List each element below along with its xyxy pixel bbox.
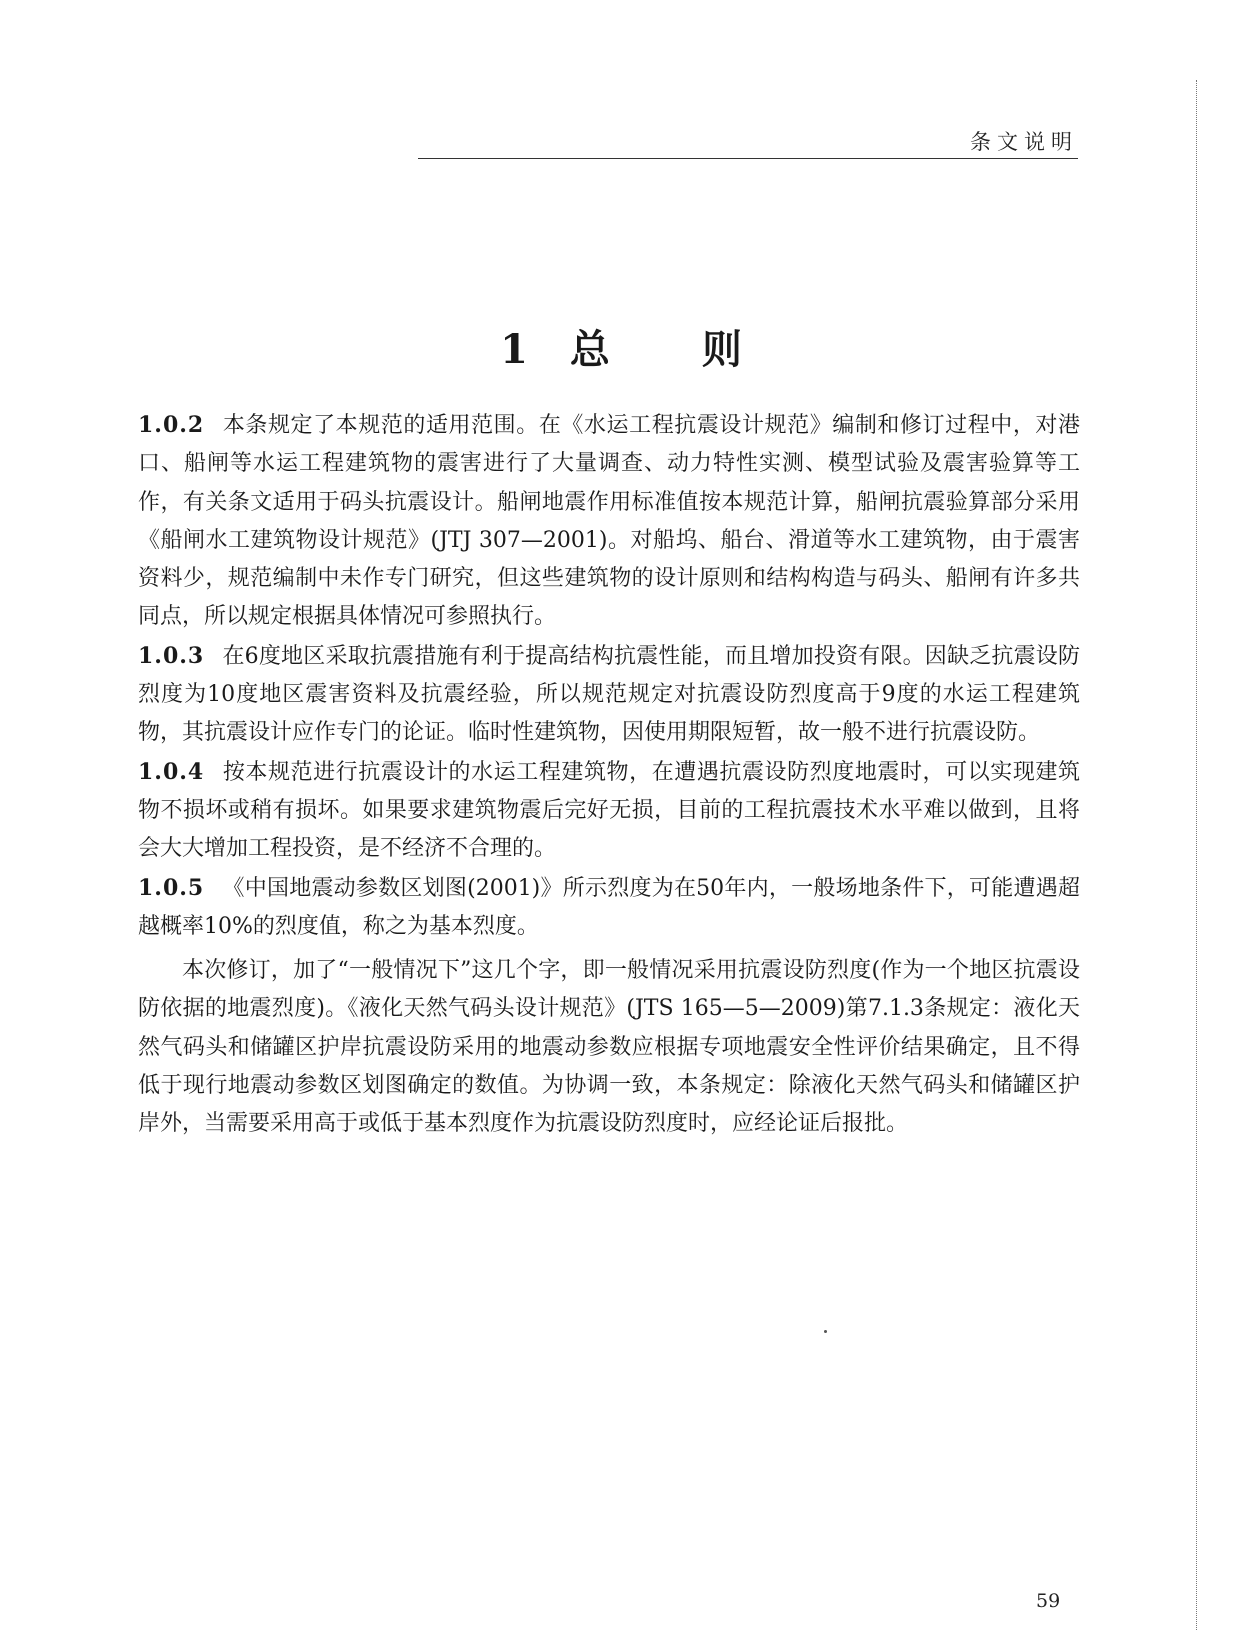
clause-paragraph bbox=[138, 637, 1080, 753]
clause-paragraph bbox=[138, 753, 1080, 869]
clause-text: 按本规范进行抗震设计的水运工程建筑物，在遭遇抗震设防烈度地震时，可以实现建筑物不损坏或稍有损坏。如果要求建筑物震后完好无损，目前的工程抗震技术水平难以做到，且将会大大增加工程投资，是不经济不合理的。 bbox=[138, 759, 1080, 862]
scan-edge-artifact bbox=[1196, 80, 1197, 1630]
clause-paragraph bbox=[138, 406, 1080, 637]
clause-number: 1.0.3 bbox=[138, 642, 205, 669]
chapter-title-char-2: 则 bbox=[701, 326, 742, 373]
running-header: 条文说明 bbox=[970, 130, 1078, 154]
chapter-number: 1 bbox=[500, 326, 528, 373]
chapter-title bbox=[0, 318, 1242, 375]
revision-note-paragraph: 本次修订，加了“一般情况下”这几个字，即一般情况采用抗震设防烈度(作为一个地区抗震设防依据的地震烈度)。《液化天然气码头设计规范》(JTS 165—5—2009)第7.1.3条规定：液化天然气码头和储罐区护岸抗震设防采用的地震动参数应根据专项地震安全性评价结果确定，且不得低于现行地震动参数区划图确定的数值。为协调一致，本条规定：除液化天然气码头和储罐区护岸外，当需要采用高于或低于基本烈度作为抗震设防烈度时，应经论证后报批。 bbox=[138, 958, 1080, 1137]
clause-text: 在6度地区采取抗震措施有利于提高结构抗震性能，而且增加投资有限。因缺乏抗震设防烈度为10度地区震害资料及抗震经验，所以规范规定对抗震设防烈度高于9度的水运工程建筑物，其抗震设计应作专门的论证。临时性建筑物，因使用期限短暂，故一般不进行抗震设防。 bbox=[138, 643, 1080, 746]
body-text bbox=[138, 406, 1080, 1144]
clause-number: 1.0.2 bbox=[138, 412, 205, 438]
scan-speck bbox=[824, 1330, 827, 1333]
clause-text: 本条规定了本规范的适用范围。在《水运工程抗震设计规范》编制和修订过程中，对港口、船闸等水运工程建筑物的震害进行了大量调查、动力特性实测、模型试验及震害验算等工作，有关条文适用于码头抗震设计。船闸地震作用标准值按本规范计算，船闸抗震验算部分采用《船闸水工建筑物设计规范》(JTJ 307—2001)。对船坞、船台、滑道等水工建筑物，由于震害资料少，规范编制中未作专门研究，但这些建筑物的设计原则和结构构造与码头、船闸有许多共同点，所以规定根据具体情况可参照执行。 bbox=[138, 413, 1080, 630]
clause-number: 1.0.5 bbox=[138, 874, 205, 901]
clause-paragraph bbox=[138, 869, 1080, 947]
clause-text: 《中国地震动参数区划图(2001)》所示烈度为在50年内，一般场地条件下，可能遭遇超越概率10%的烈度值，称之为基本烈度。 bbox=[138, 875, 1080, 939]
page-number: 59 bbox=[1036, 1590, 1061, 1612]
header-rule bbox=[418, 158, 1078, 159]
clause-number: 1.0.4 bbox=[138, 758, 205, 785]
chapter-title-char-1: 总 bbox=[569, 326, 610, 373]
